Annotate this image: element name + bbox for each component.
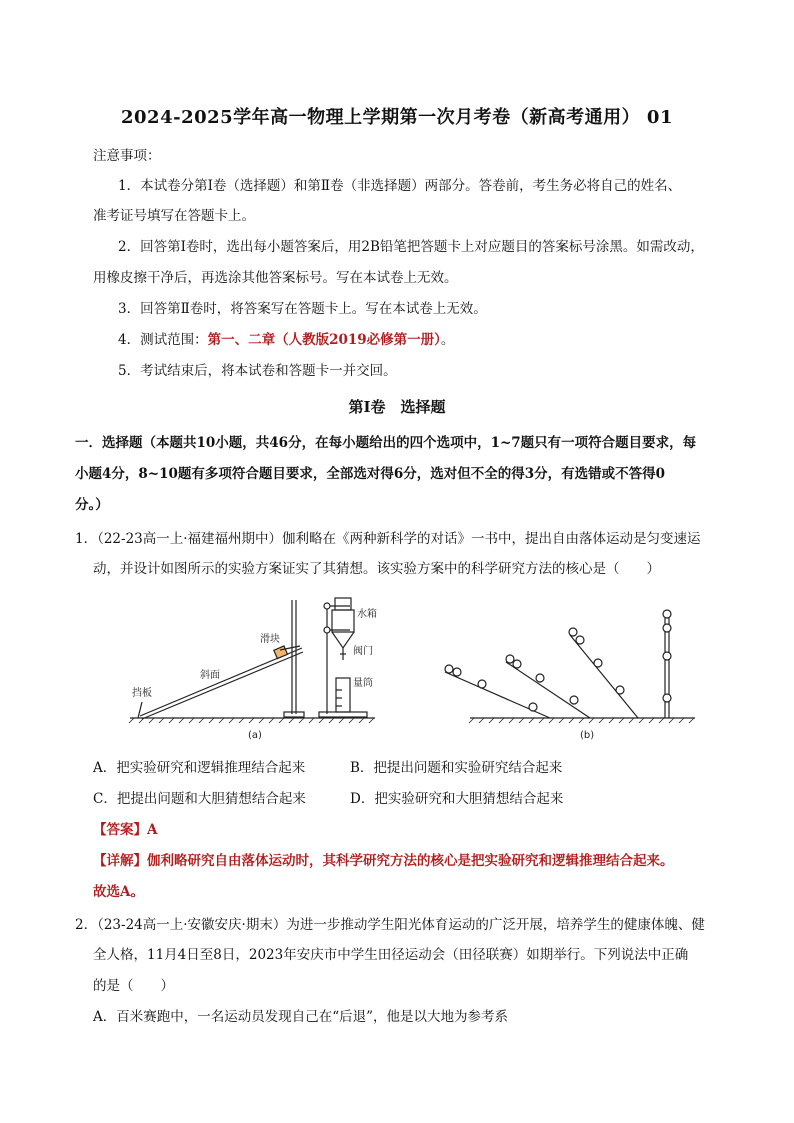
q2-stem-3: 的是（ ） (93, 978, 174, 994)
notice-item-4-prefix: 4．测试范围： (118, 332, 208, 348)
q1-detail: 【详解】伽利略研究自由落体运动时，其科学研究方法的核心是把实验研究和逻辑推理结合起来。 (93, 853, 674, 869)
label-water-tank: 水箱 (357, 609, 377, 620)
q1-figure (120, 590, 700, 745)
label-slider: 滑块 (260, 634, 280, 645)
caption-b: (b) (580, 730, 595, 741)
test-scope: 第一、二章（人教版2019必修第一册） (207, 332, 441, 348)
q1-conclusion: 故选A。 (93, 884, 144, 900)
q1-answer: 【答案】A (93, 822, 158, 838)
notice-item-5: 5．考试结束后，将本试卷和答题卡一并交回。 (118, 363, 397, 379)
q1-stem-2: 动，并设计如图所示的实验方案证实了其猜想。该实验方案中的科学研究方法的核心是（ ） (93, 561, 660, 577)
notice-item-4 (118, 330, 454, 350)
q1-option-b: B．把提出问题和实验研究结合起来 (350, 760, 563, 776)
notice-item-3: 3．回答第Ⅱ卷时，将答案写在答题卡上。写在本试卷上无效。 (118, 301, 487, 317)
notice-heading: 注意事项： (93, 148, 161, 164)
section-title: 第Ⅰ卷 选择题 (348, 398, 446, 416)
part1-instructions-2: 小题4分，8~10题有多项符合题目要求，全部选对得6分，选对但不全的得3分，有选错或不答得0 (75, 466, 666, 482)
q1-option-c: C．把提出问题和大胆猜想结合起来 (93, 791, 306, 807)
label-valve: 阀门 (353, 646, 373, 657)
q1-stem-1: 1．（22-23高一上·福建福州期中）伽利略在《两种新科学的对话》一书中，提出自由落体运动是匀变速运 (75, 531, 701, 547)
page-title: 2024-2025学年高一物理上学期第一次月考卷（新高考通用） 01 (121, 107, 673, 128)
part1-instructions-1: 一．选择题（本题共10小题，共46分，在每小题给出的四个选项中，1~7题只有一项符合题目要求，每 (75, 435, 697, 451)
q1-option-d: D．把实验研究和大胆猜想结合起来 (350, 791, 564, 807)
q2-option-a: A．百米赛跑中，一名运动员发现自己在“后退”，他是以大地为参考系 (93, 1009, 509, 1025)
q2-stem-1: 2．（23-24高一上·安徽安庆·期末）为进一步推动学生阳光体育运动的广泛开展，培养学生的健康体魄、健 (75, 917, 705, 933)
notice-item-2-cont: 用橡皮擦干净后，再选涂其他答案标号。写在本试卷上无效。 (93, 270, 458, 286)
label-baffle: 挡板 (132, 688, 152, 699)
q2-stem-2: 全人格，11月4日至8日，2023年安庆市中学生田径运动会（田径联赛）如期举行。下列说法中正确 (93, 947, 689, 963)
notice-item-2: 2．回答第Ⅰ卷时，选出每小题答案后，用2B铅笔把答题卡上对应题目的答案标号涂黑。如需改动， (118, 239, 704, 255)
notice-item-4-suffix: 。 (440, 332, 455, 348)
caption-a: (a) (248, 730, 262, 741)
notice-item-1-cont: 准考证号填写在答题卡上。 (93, 208, 255, 224)
part1-instructions-3: 分。） (75, 497, 109, 513)
notice-item-1: 1．本试卷分第Ⅰ卷（选择题）和第Ⅱ卷（非选择题）两部分。答卷前，考生务必将自己的姓名、 (118, 178, 682, 194)
label-incline: 斜面 (200, 670, 220, 681)
label-cylinder: 量筒 (353, 678, 373, 689)
q1-option-a: A．把实验研究和逻辑推理结合起来 (93, 760, 306, 776)
